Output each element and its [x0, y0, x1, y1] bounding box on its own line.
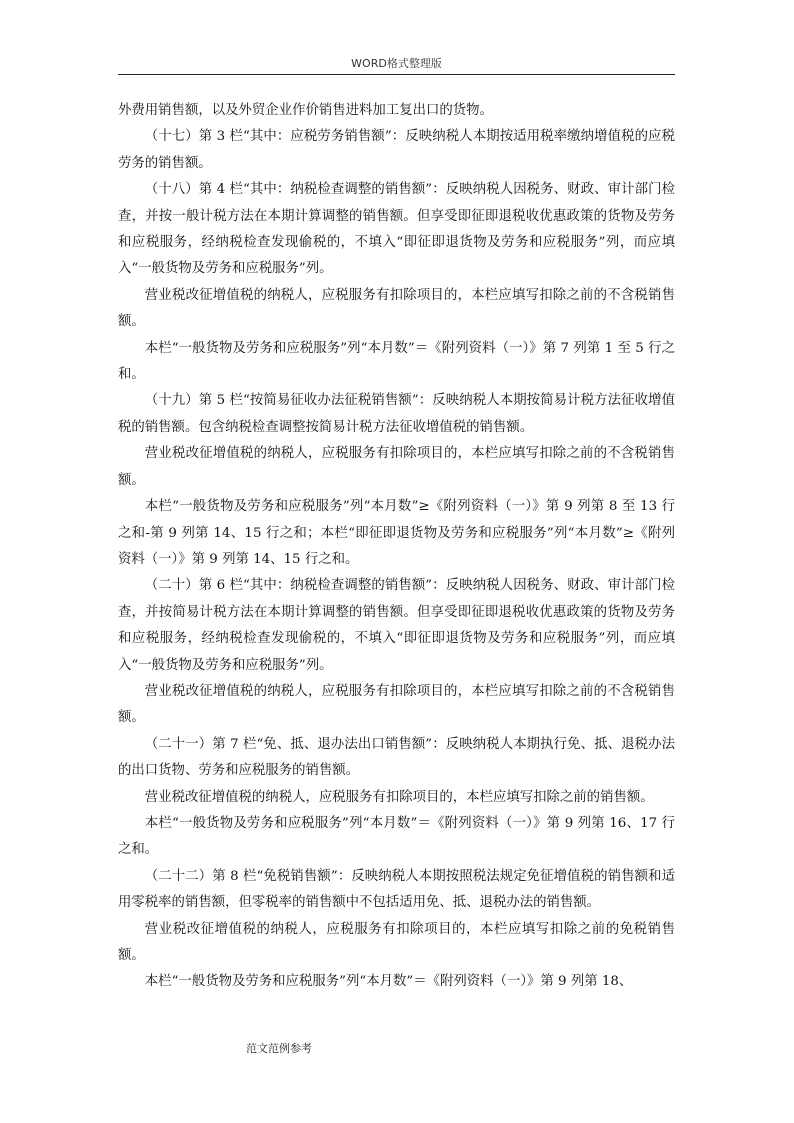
paragraph-item-21-formula: 本栏“一般货物及劳务和应税服务”列“本月数”＝《附列资料（一）》第 9 列第 16、17 行之和。 [118, 815, 675, 858]
paragraph-item-19-formula: 本栏“一般货物及劳务和应税服务”列“本月数”≥《附列资料（一）》第 9 列第 8 至 13 行之和-第 9 列第 14、15 行之和；本栏“即征即退货物及劳务和应税服务”列“本月数”≥《附列资料（一）》第 9 列第 14、15 行之和。 [118, 499, 675, 567]
paragraph-item-19: （十九）第 5 栏“按简易征收办法征税销售额”：反映纳税人本期按简易计税方法征收增值税的销售额。包含纳税检查调整按简易计税方法征收增值税的销售额。 [118, 393, 675, 435]
paragraph-item-22-note: 营业税改征增值税的纳税人，应税服务有扣除项目的，本栏应填写扣除之前的免税销售额。 [118, 921, 675, 963]
paragraph-item-21: （二十一）第 7 栏“免、抵、退办法出口销售额”：反映纳税人本期执行免、抵、退税办法的出口货物、劳务和应税服务的销售额。 [118, 736, 675, 779]
paragraph-continuation: 外费用销售额，以及外贸企业作价销售进料加工复出口的货物。 [118, 103, 493, 118]
header-divider [118, 74, 675, 75]
paragraph-item-18-note: 营业税改征增值税的纳税人，应税服务有扣除项目的，本栏应填写扣除之前的不含税销售额。 [118, 287, 675, 330]
paragraph-item-18-formula: 本栏“一般货物及劳务和应税服务”列“本月数”＝《附列资料（一）》第 7 列第 1 至 5 行之和。 [118, 340, 675, 383]
paragraph-item-21-note: 营业税改征增值税的纳税人，应税服务有扣除项目的，本栏应填写扣除之前的销售额。 [144, 789, 654, 805]
paragraph-item-22-formula: 本栏“一般货物及劳务和应税服务”列“本月数”＝《附列资料（一）》第 9 列第 18、 [144, 974, 633, 990]
paragraph-item-19-note: 营业税改征增值税的纳税人，应税服务有扣除项目的，本栏应填写扣除之前的不含税销售额。 [118, 446, 675, 488]
paragraph-item-17: （十七）第 3 栏“其中：应税劳务销售额”：反映纳税人本期按适用税率缴纳增值税的应税劳务的销售额。 [118, 129, 675, 171]
page-header: WORD格式整理版 [351, 57, 442, 70]
paragraph-item-18: （十八）第 4 栏“其中：纳税检查调整的销售额”：反映纳税人因税务、财政、审计部门检查，并按一般计税方法在本期计算调整的销售额。但享受即征即退税收优惠政策的货物及劳务和应税服务，经纳税检查发现偷税的，不填入“即征即退货物及劳务和应税服务”列，而应填入“一般货物及劳务和应税服务”列。 [118, 182, 675, 277]
paragraph-item-20: （二十）第 6 栏“其中：纳税检查调整的销售额”：反映纳税人因税务、财政、审计部门检查，并按简易计税方法在本期计算调整的销售额。但享受即征即退税收优惠政策的货物及劳务和应税服务，经纳税检查发现偷税的，不填入“即征即退货物及劳务和应税服务”列，而应填入“一般货物及劳务和应税服务”列。 [118, 578, 675, 673]
page-footer: 范文范例参考 [246, 1042, 312, 1055]
paragraph-item-22: （二十二）第 8 栏“免税销售额”：反映纳税人本期按照税法规定免征增值税的销售额和适用零税率的销售额，但零税率的销售额中不包括适用免、抵、退税办法的销售额。 [118, 868, 675, 911]
document-body [118, 98, 675, 996]
paragraph-item-20-note: 营业税改征增值税的纳税人，应税服务有扣除项目的，本栏应填写扣除之前的不含税销售额。 [118, 683, 675, 726]
